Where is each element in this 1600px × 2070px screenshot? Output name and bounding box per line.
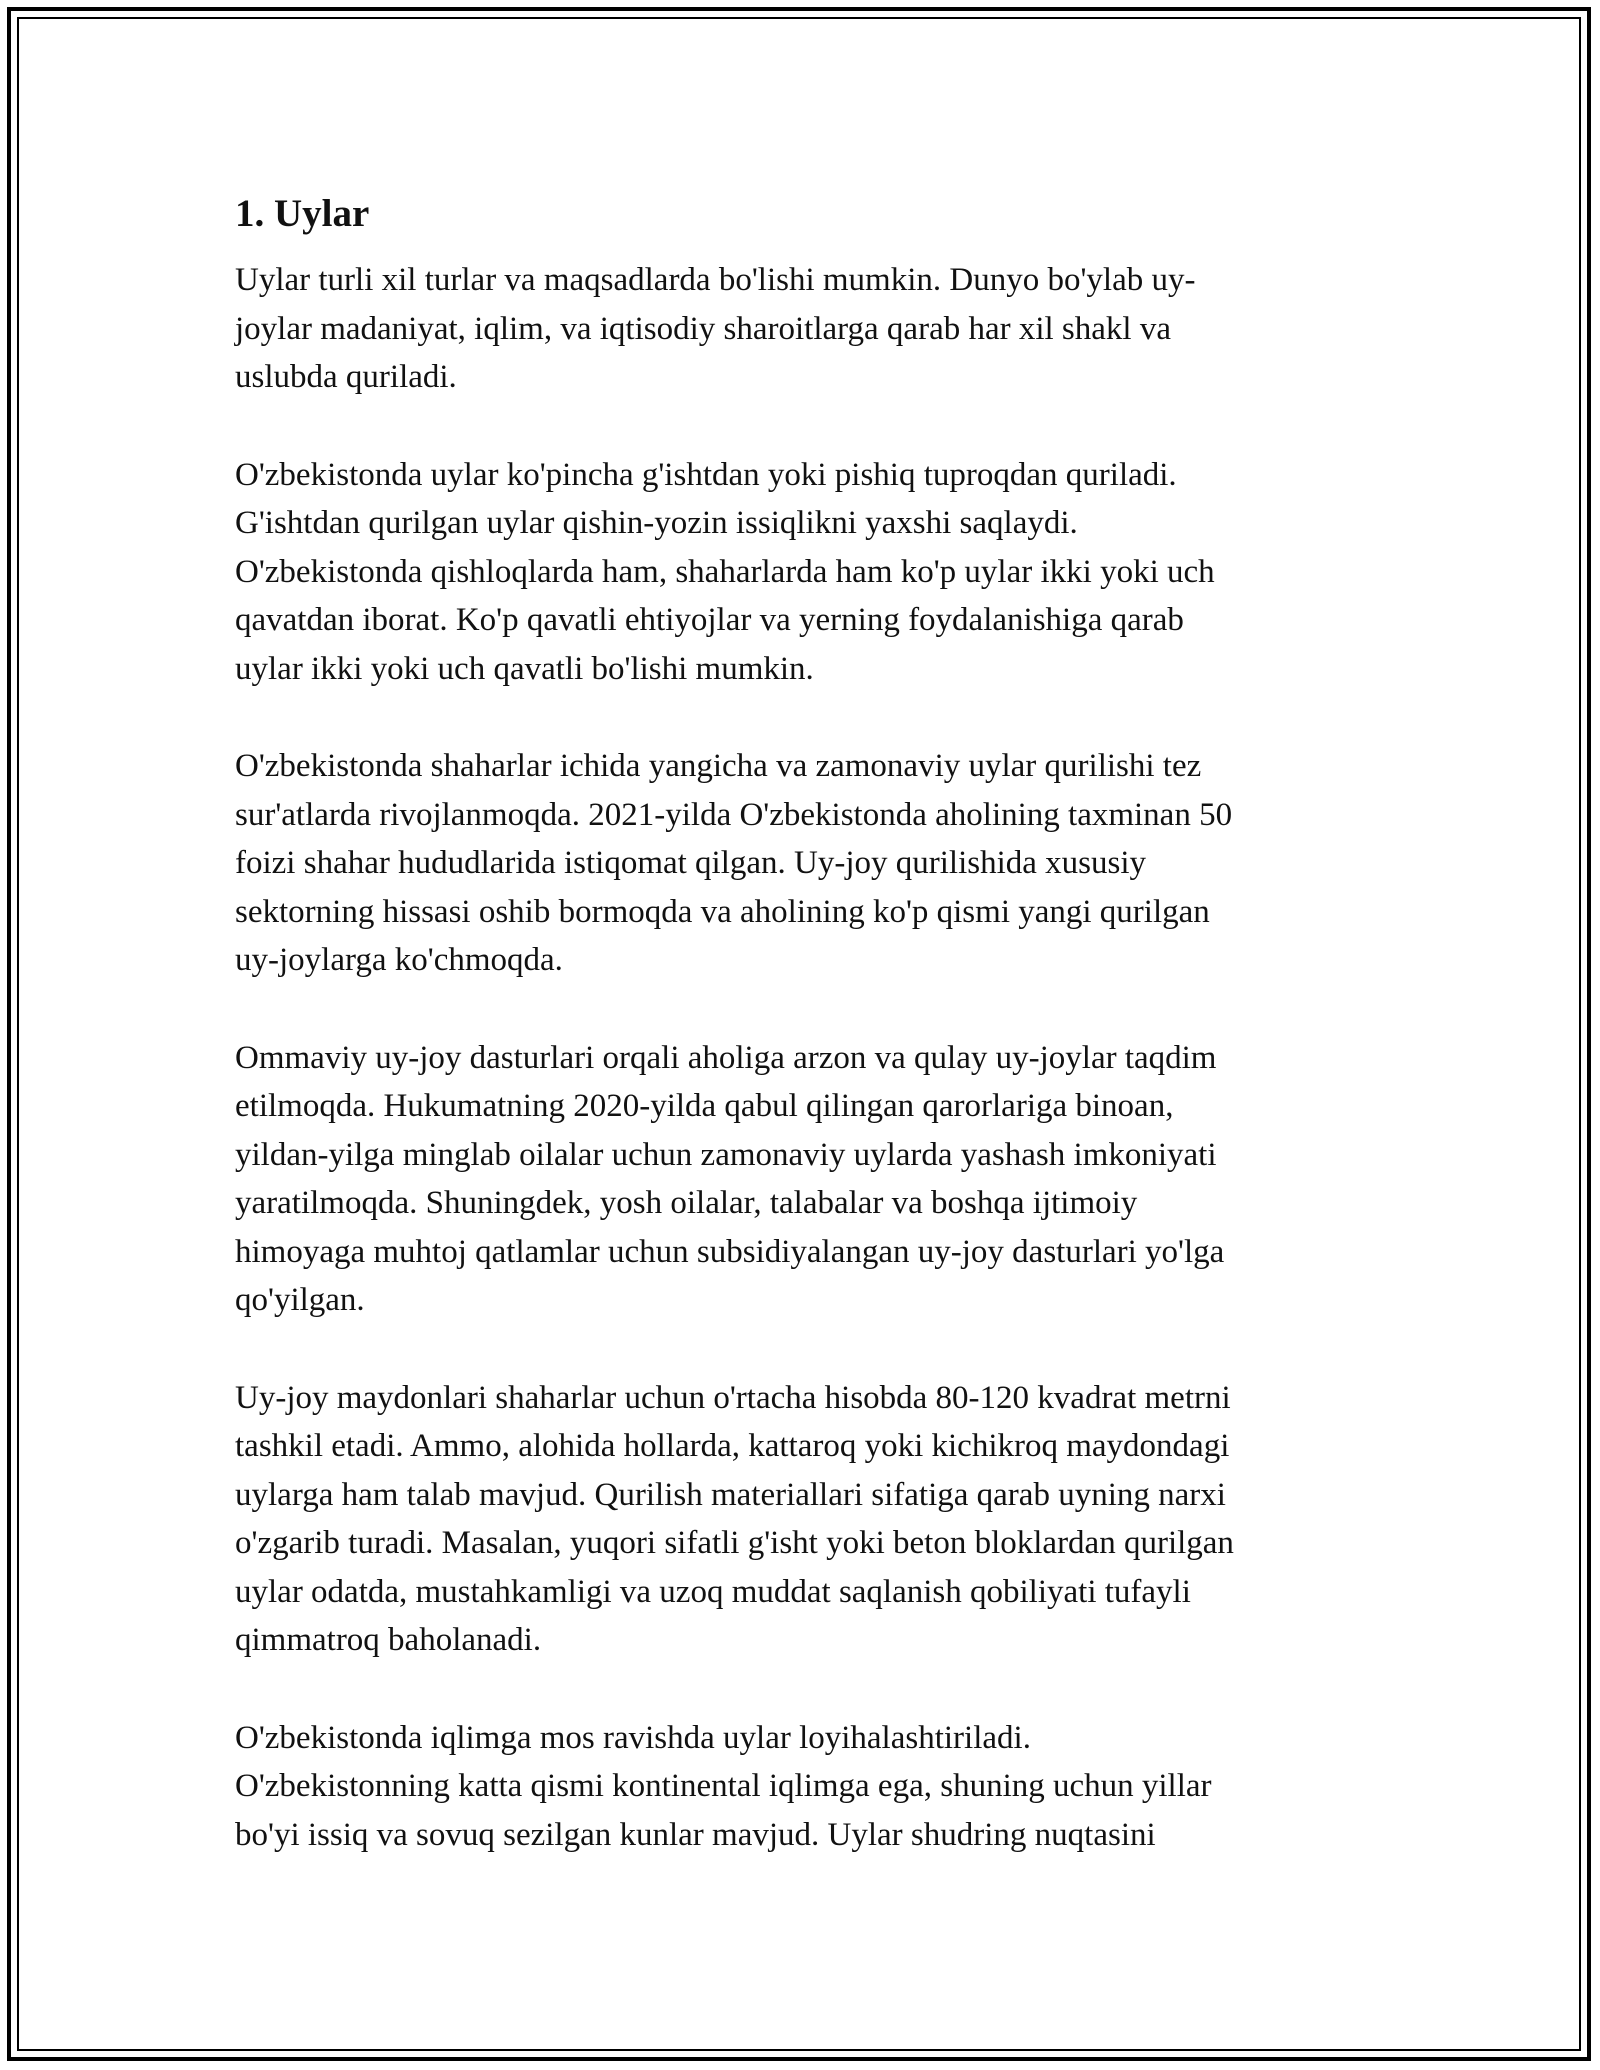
text-line: qimmatroq baholanadi. — [235, 1622, 542, 1658]
text-line: uylarga ham talab mavjud. Qurilish materiallari sifatiga qarab uyning narxi — [235, 1476, 1226, 1513]
text-line: yaratilmoqda. Shuningdek, yosh oilalar, talabalar va boshqa ijtimoiy — [235, 1185, 1138, 1221]
text-line: uy-joylarga ko'chmoqda. — [235, 942, 563, 978]
text-line: O'zbekistonda qishloqlarda ham, shaharlarda ham ko'p uylar ikki yoki uch — [235, 553, 1215, 590]
paragraph-list — [235, 256, 1365, 1859]
text-line: Uy-joy maydonlari shaharlar uchun o'rtacha hisobda 80-120 kvadrat metrni — [235, 1379, 1231, 1416]
text-line: yildan-yilga minglab oilalar uchun zamonaviy uylarda yashash imkoniyati — [235, 1136, 1217, 1173]
text-line: etilmoqda. Hukumatning 2020-yilda qabul qilingan qarorlariga binoan, — [235, 1088, 1174, 1124]
text-line: foizi shahar hududlarida istiqomat qilgan. Uy-joy qurilishida xususiy — [235, 845, 1147, 881]
text-line: o'zgarib turadi. Masalan, yuqori sifatli g'isht yoki beton bloklardan qurilgan — [235, 1525, 1234, 1561]
paragraph — [235, 256, 1365, 402]
text-line: uylar ikki yoki uch qavatli bo'lishi mumkin. — [235, 650, 814, 687]
paragraph — [235, 1714, 1365, 1860]
paragraph — [235, 451, 1365, 694]
text-line: O'zbekistonda iqlimga mos ravishda uylar loyihalashtiriladi. — [235, 1719, 1031, 1756]
document-body — [235, 190, 1365, 1908]
text-line: G'ishtdan qurilgan uylar qishin-yozin issiqlikni yaxshi saqlaydi. — [235, 505, 1078, 541]
text-line: O'zbekistonda shaharlar ichida yangicha va zamonaviy uylar qurilishi tez — [235, 748, 1202, 784]
text-line: sur'atlarda rivojlanmoqda. 2021-yilda O'zbekistonda aholining taxminan 50 — [235, 796, 1233, 833]
text-line: Ommaviy uy-joy dasturlari orqali aholiga arzon va qulay uy-joylar taqdim — [235, 1039, 1217, 1076]
paragraph — [235, 1034, 1365, 1325]
paragraph — [235, 742, 1365, 985]
text-line: himoyaga muhtoj qatlamlar uchun subsidiyalangan uy-joy dasturlari yo'lga — [235, 1233, 1225, 1270]
text-line: uslubda quriladi. — [235, 359, 457, 395]
text-line: bo'yi issiq va sovuq sezilgan kunlar mavjud. Uylar shudring nuqtasini — [235, 1816, 1156, 1853]
text-line: joylar madaniyat, iqlim, va iqtisodiy sharoitlarga qarab har xil shakl va — [235, 310, 1171, 347]
text-line: O'zbekistonda uylar ko'pincha g'ishtdan yoki pishiq tuproqdan quriladi. — [235, 456, 1177, 493]
paragraph — [235, 1374, 1365, 1665]
text-line: O'zbekistonning katta qismi kontinental iqlimga ega, shuning uchun yillar — [235, 1768, 1212, 1804]
text-line: tashkil etadi. Ammo, alohida hollarda, kattaroq yoki kichikroq maydondagi — [235, 1428, 1230, 1464]
text-line: Uylar turli xil turlar va maqsadlarda bo'lishi mumkin. Dunyo bo'ylab uy- — [235, 262, 1196, 298]
text-line: qavatdan iborat. Ko'p qavatli ehtiyojlar va yerning foydalanishiga qarab — [235, 602, 1184, 638]
text-line: qo'yilgan. — [235, 1282, 365, 1318]
text-line: sektorning hissasi oshib bormoqda va aholining ko'p qismi yangi qurilgan — [235, 893, 1210, 930]
section-heading: 1. Uylar — [235, 192, 370, 235]
text-line: uylar odatda, mustahkamligi va uzoq muddat saqlanish qobiliyati tufayli — [235, 1573, 1191, 1610]
